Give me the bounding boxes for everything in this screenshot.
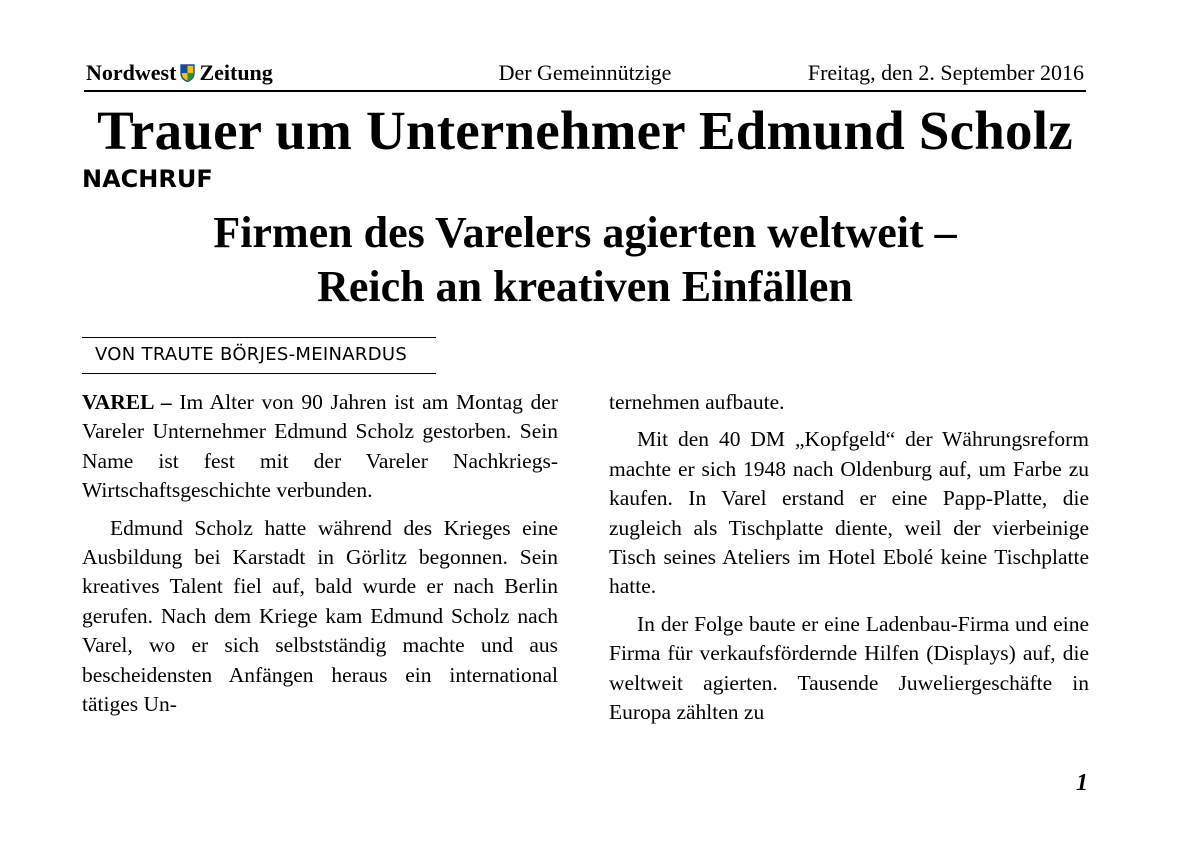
article-paragraph: ternehmen aufbaute. — [609, 390, 785, 414]
brand-name-left: Nordwest — [86, 60, 177, 85]
issue-date: Freitag, den 2. September 2016 — [807, 60, 1084, 85]
article-paragraph: Mit den 40 DM „Kopfgeld“ der Währungsreform machte er sich 1948 nach Oldenburg auf, um Farbe zu kaufen. In Varel erstand er eine Papp-Platte, die zugleich als Tischplatte diente, weil der vierbeinige Tisch seines Ateliers im Hotel Ebolé keine Tischplatte hatte. — [609, 427, 1089, 599]
section-title: Der Gemeinnützige — [498, 60, 672, 85]
byline-rule-bottom — [82, 373, 436, 374]
masthead — [84, 58, 1086, 92]
article-column-right — [609, 388, 1089, 735]
article-paragraph: In der Folge baute er eine Ladenbau-Firma und eine Firma für verkaufsfördernde Hilfen (Displays) auf, die weltweit agierten. Tausende Juweliergeschäfte in Europa zählten zu — [609, 611, 1089, 725]
page-number: 1 — [1076, 770, 1088, 796]
subhead-line-2: Reich an kreativen Einfällen — [317, 262, 853, 311]
article-dateline: VAREL – — [82, 390, 172, 414]
brand-name-right: Zeitung — [199, 60, 273, 85]
article-column-left — [82, 388, 558, 727]
article-kicker: NACHRUF — [82, 165, 213, 193]
subhead-line-1: Firmen des Varelers agierten weltweit – — [213, 208, 957, 257]
article-headline: Trauer um Unternehmer Edmund Scholz — [97, 100, 1073, 161]
byline-rule-top — [82, 337, 436, 338]
article-paragraph — [82, 388, 558, 506]
article-byline: VON TRAUTE BÖRJES-MEINARDUS — [95, 344, 408, 365]
article-paragraph: Edmund Scholz hatte während des Krieges eine Ausbildung bei Karstadt in Görlitz begonnen. Sein kreatives Talent fiel auf, bald wurde er nach Berlin gerufen. Nach dem Kriege kam Edmund Scholz nach Varel, wo er sich selbstständig machte und aus bescheidensten Anfängen heraus ein international tätiges Un- — [82, 515, 558, 717]
article-subhead — [80, 206, 1090, 314]
paragraph-text: Im Alter von 90 Jahren ist am Montag der Vareler Unternehmer Edmund Scholz gestorben. Sein Name ist fest mit der Vareler Nachkriegs-Wirtschaftsgeschichte verbunden. — [82, 390, 558, 503]
